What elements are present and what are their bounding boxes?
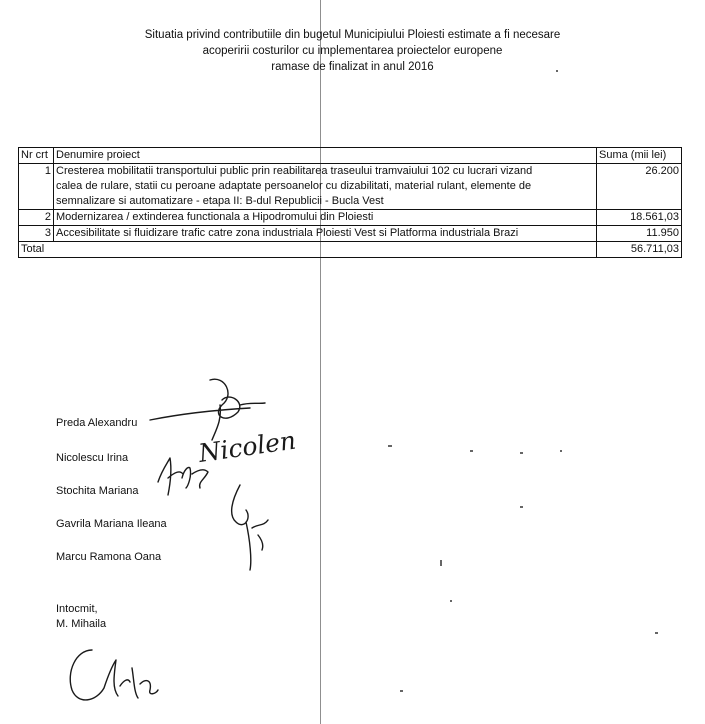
title-line-3: ramase de finalizat in anul 2016 (271, 61, 434, 73)
total-label: Total (19, 242, 597, 258)
signatory-name: Preda Alexandru (56, 417, 138, 429)
project-name-line: calea de rulare, statii cu peroane adaptate persoanelor cu dizabilitati, material rulant, elemente de (56, 180, 532, 192)
prepared-by-label: Intocmit, (56, 603, 98, 615)
row-nr: 3 (19, 226, 54, 242)
scan-speck (440, 560, 442, 566)
scan-speck (450, 600, 452, 602)
project-name-line: Cresterea mobilitatii transportului public prin reabilitarea traseului tramvaiului 102 cu lucrari vizand (56, 165, 533, 177)
row-sum: 18.561,03 (597, 210, 682, 226)
title-line-2: acoperirii costurilor cu implementarea proiectelor europene (202, 45, 503, 57)
project-name-line: Accesibilitate si fluidizare trafic catre zona industriala Ploiesti Vest si Platforma industriala Brazi (56, 227, 519, 239)
signature-mihaila (70, 650, 158, 700)
scan-speck (470, 450, 473, 452)
scan-speck (520, 506, 523, 508)
signatory-name: Gavrila Mariana Ileana (56, 518, 167, 530)
scan-speck (560, 450, 562, 452)
header-project-name: Denumire proiect (54, 148, 597, 164)
project-name-line: Modernizarea / extinderea functionala a Hipodromului din Ploiesti (56, 211, 374, 223)
scan-speck (400, 690, 403, 692)
header-sum: Suma (mii lei) (597, 148, 682, 164)
signatory-name: Nicolescu Irina (56, 452, 129, 464)
scan-speck (655, 632, 658, 634)
signatory-name: Marcu Ramona Oana (56, 551, 162, 563)
row-sum: 26.200 (597, 164, 682, 210)
signature-gavrila (232, 485, 268, 570)
scan-speck (520, 452, 523, 454)
row-nr: 1 (19, 164, 54, 210)
signature-preda (150, 379, 265, 440)
row-nr: 2 (19, 210, 54, 226)
scan-speck (388, 445, 392, 447)
total-sum: 56.711,03 (597, 242, 682, 258)
signature-nicolescu: Nicolen (196, 425, 298, 468)
scan-speck (556, 70, 558, 72)
row-sum: 11.950 (597, 226, 682, 242)
signatory-name: Stochita Mariana (56, 485, 139, 497)
prepared-by-name: M. Mihaila (56, 618, 107, 630)
project-name-line: semnalizare si automatizare - etapa II: B-dul Republicii - Bucla Vest (56, 195, 384, 207)
title-line-1: Situatia privind contributiile din bugetul Municipiului Ploiesti estimate a fi necesare (144, 29, 561, 41)
header-nr-crt: Nr crt (19, 148, 54, 164)
